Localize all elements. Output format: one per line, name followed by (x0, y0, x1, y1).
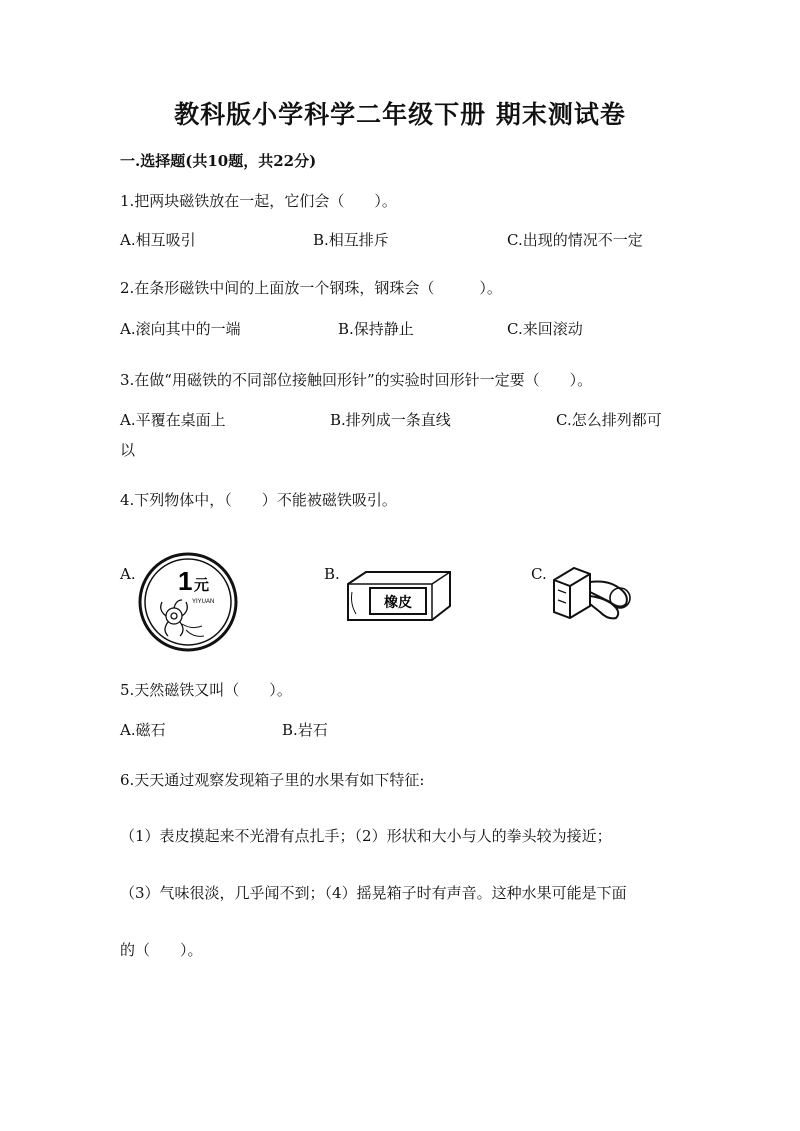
question-6-line-1: （1）表皮摸起来不光滑有点扎手；（2）形状和大小与人的拳头较为接近； (120, 827, 612, 845)
question-6-stem: 6.天天通过观察发现箱子里的水果有如下特征: (120, 771, 425, 789)
question-6-line-2: （3）气味很淡，几乎闻不到；（4）摇晃箱子时有声音。这种水果可能是下面 (120, 884, 627, 902)
question-2-stem: 2.在条形磁铁中间的上面放一个钢珠，钢珠会（ ）。 (120, 279, 502, 297)
question-2-option-b[interactable]: B.保持静止 (338, 320, 414, 338)
question-1-option-c[interactable]: C.出现的情况不一定 (507, 231, 643, 249)
question-3-option-a[interactable]: A.平覆在桌面上 (120, 411, 226, 429)
question-3-stem: 3.在做“用磁铁的不同部位接触回形针”的实验时回形针一定要（ ）。 (120, 371, 593, 389)
question-1-option-a[interactable]: A.相互吸引 (120, 231, 196, 249)
eraser-label: 橡皮 (384, 595, 412, 611)
coin-pinyin: YIYUAN (192, 599, 215, 605)
question-3-option-c-wrap: 以 (120, 441, 136, 459)
coin-digit: 1 (178, 566, 193, 596)
section-heading: 一.选择题(共10题，共22分) (120, 152, 317, 170)
eraser-image (338, 566, 456, 628)
question-1-stem: 1.把两块磁铁放在一起，它们会（ ）。 (120, 192, 397, 210)
coin-unit: 元 (194, 576, 210, 594)
question-4-option-a-label[interactable]: A. (120, 565, 136, 583)
question-2-option-c[interactable]: C.来回滚动 (507, 320, 583, 338)
question-5-stem: 5.天然磁铁又叫（ ）。 (120, 681, 292, 699)
question-3-option-b[interactable]: B.排列成一条直线 (330, 411, 451, 429)
question-4-stem: 4.下列物体中，（ ）不能被磁铁吸引。 (120, 491, 397, 509)
question-5-option-b[interactable]: B.岩石 (282, 721, 328, 739)
question-5-option-a[interactable]: A.磁石 (120, 721, 166, 739)
page-title: 教科版小学科学二年级下册 期末测试卷 (174, 100, 626, 129)
question-3-option-c[interactable]: C.怎么排列都可 (556, 411, 662, 429)
question-4-option-b-label[interactable]: B. (324, 565, 340, 583)
question-4-option-c-label[interactable]: C. (531, 565, 547, 583)
question-6-line-3: 的（ ）。 (120, 941, 203, 959)
question-1-option-b[interactable]: B.相互排斥 (313, 231, 389, 249)
binder-clip-image (546, 560, 640, 626)
question-2-option-a[interactable]: A.滚向其中的一端 (120, 320, 241, 338)
coin-image (136, 550, 240, 654)
